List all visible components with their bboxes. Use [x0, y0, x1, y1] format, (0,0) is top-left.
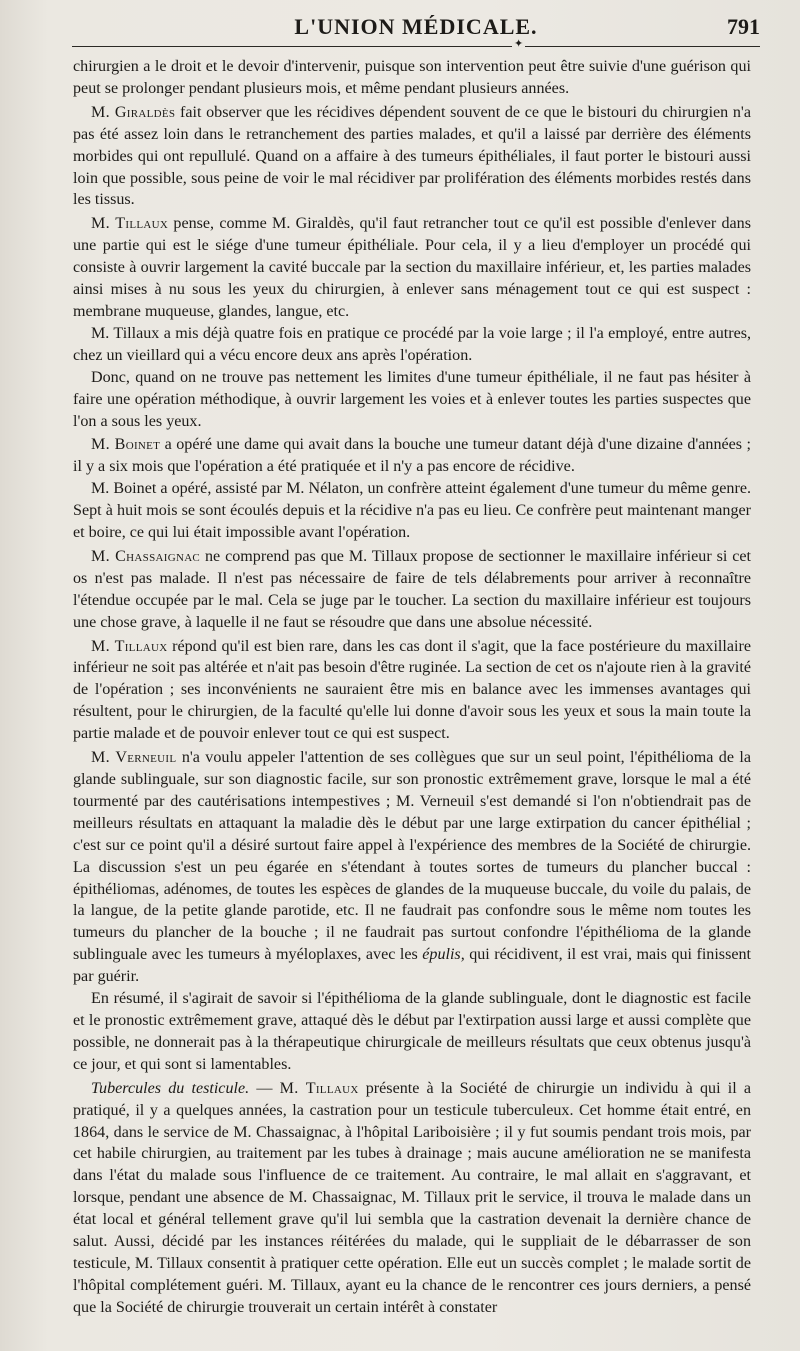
paragraph-tillaux-3: M. Tillaux répond qu'il est bien rare, dans les cas dont il s'agit, que la face postérieure du maxillaire inférieur ne soit pas altérée et n'ait pas besoin d'être ruginée. La section de cet os n'ajoute rien à la gravité de l'opération ; ses inconvénients ne sauraient être mis en balance avec les immenses avantages qui résultent, pour le chirurgien, de la faculté qu'elle lui donne d'avoir sous les yeux et sous la main toute la partie malade et de pouvoir enlever tout ce qui est suspect.: [73, 637, 751, 743]
article-body: [73, 56, 751, 1319]
speaker-name: M. Tillaux: [91, 637, 168, 655]
paragraph-boinet-1: M. Boinet a opéré une dame qui avait dans la bouche une tumeur datant déjà d'une dizaine d'années ; il y a six mois que l'opération a été pratiquée et il n'y a pas encore de récidive.: [73, 436, 751, 476]
paragraph-boinet-2: M. Boinet a opéré, assisté par M. Nélaton, un confrère atteint également d'une tumeur du même genre. Sept à huit mois se sont écoulés depuis et la récidive n'a pas eu lieu. Ce confrère peut maintenant manger et boire, ce qui lui était impossible avant l'opération.: [73, 480, 751, 542]
speaker-name: M. Verneuil: [91, 749, 177, 767]
paragraph-tillaux-1: M. Tillaux pense, comme M. Giraldès, qu'il faut retrancher tout ce qu'il est possible d'enlever dans une partie qui est le siége d'une tumeur épithéliale. Pour cela, il y a lieu d'employer un procédé qui consiste à ouvrir largement la cavité buccale par la section du maxillaire inférieur, et, les parties malades ainsi mises à nu sous les yeux du chirurgien, à enlever sans ménagement tout ce qui est suspect : membrane muqueuse, glandes, langue, etc.: [73, 215, 751, 320]
running-header: [72, 14, 760, 44]
paragraph-resume: En résumé, il s'agirait de savoir si l'épithélioma de la glande sublinguale, dont le diagnostic est facile et le pronostic extrêmement grave, attaqué dès le début par l'extirpation aussi large et aussi complète que possible, ne donnerait pas à la thérapeutique chirurgicale de meilleurs résultats que ceux obtenus jusqu'à ce jour, et qui sont si lamentables.: [73, 990, 751, 1073]
speaker-name: M. Giraldès: [91, 103, 176, 121]
speaker-name: M. Boinet: [91, 436, 161, 454]
speaker-name: M. Tillaux: [91, 215, 169, 233]
ornament-icon: ✦: [514, 38, 524, 50]
paragraph-verneuil: M. Verneuil n'a voulu appeler l'attention de ses collègues que sur un seul point, l'épithélioma de la glande sublinguale, sur son diagnostic facile, sur son pronostic extrêmement grave, lorsque le mal a été tourmenté par des cautérisations intempestives ; M. Verneuil s'est demandé si l'on n'obtiendrait pas de meilleurs résultats en attaquant la maladie dès le début par une large extirpation du cancer épithélial ; c'est sur ce point qu'il a désiré surtout faire appel à l'expérience des membres de la Société de chirurgie. La discussion s'est un peu égarée en s'étendant à toutes sortes de tumeurs du plancher buccal : épithéliomas, adénomes, de toutes les espèces de glandes de la muqueuse buccale, du voile du palais, de la langue, de la petite glande parotide, etc. Il ne faudrait pas confondre sous le même nom toutes les tumeurs du plancher de la bouche ; il ne faudrait pas surtout confondre l'épithélioma de la glande sublinguale avec les tumeurs à myéloplaxes, avec les épulis, qui récidivent, il est vrai, mais qui finissent par guérir.: [73, 749, 751, 986]
paragraph-1: chirurgien a le droit et le devoir d'intervenir, puisque son intervention peut être suivie d'une guérison qui peut se prolonger pendant plusieurs mois, et même pendant plusieurs années.: [73, 58, 751, 97]
paragraph-giraldes: M. Giraldès fait observer que les récidives dépendent souvent de ce que le bistouri du chirurgien n'a pas été assez loin dans le retranchement des parties malades, et qu'il a laissé par derrière des éléments morbides qui ont repullulé. Quand on a affaire à des tumeurs épithéliales, il faut porter le bistouri aussi loin que possible, sous peine de voir le mal récidiver par prolifération des éléments morbides restés dans les tissus.: [73, 103, 751, 209]
section-heading: Tubercules du testicule.: [91, 1079, 250, 1097]
paragraph-tubercules: Tubercules du testicule. — M. Tillaux présente à la Société de chirurgie un individu à qui il a pratiqué, il y a quelques années, la castration pour un testicule tuberculeux. Cet homme était entré, en 1864, dans le service de M. Chassaignac, à l'hôpital Lariboisière ; il y fut soumis pendant trois mois, par cet habile chirurgien, au traitement par les tubes à drainage ; mais aucune amélioration ne se manifesta dans l'état du malade sous l'influence de ce traitement. Au contraire, le mal allait en s'aggravant, et lorsque, pendant une absence de M. Chassaignac, M. Tillaux prit le service, il trouva le malade dans un état local et général tellement grave qu'il lui sembla que la castration devenait la dernière chance de salut. Aussi, décidé par les instances réitérées du malade, qui le suppliait de le débarrasser de son testicule, M. Tillaux consentit à pratiquer cette opération. Elle eut un succès complet ; le malade sortit de l'hôpital complétement guéri. M. Tillaux, ayant eu la chance de le rencontrer ces jours derniers, a pensé que la Société de chirurgie trouverait un certain intérêt à constater: [73, 1079, 751, 1316]
paragraph-chassaignac: M. Chassaignac ne comprend pas que M. Tillaux propose de sectionner le maxillaire inférieur si cet os n'est pas malade. Il n'est pas nécessaire de faire de tels délabrements pour arriver à reconnaître l'étendue occupée par le mal. Cela se juge par le toucher. La section du maxillaire inférieur est toujours une chose grave, à laquelle il ne faut se résoudre que dans une absolue nécessité.: [73, 547, 751, 631]
journal-title: L'UNION MÉDICALE.: [294, 14, 538, 39]
paragraph-tillaux-2: M. Tillaux a mis déjà quatre fois en pratique ce procédé par la voie large ; il l'a employé, entre autres, chez un vieillard qui a vécu encore deux ans après l'opération.: [73, 324, 751, 364]
page-number: 791: [727, 14, 760, 39]
header-rule: [72, 38, 760, 50]
speaker-name: M. Chassaignac: [91, 547, 201, 565]
speaker-name: M. Tillaux: [279, 1079, 359, 1097]
paragraph-donc: Donc, quand on ne trouve pas nettement les limites d'une tumeur épithéliale, il ne faut pas hésiter à faire une opération méthodique, à ouvrir largement les voies et à enlever toutes les parties suspectes que l'on a sous les yeux.: [73, 368, 751, 430]
